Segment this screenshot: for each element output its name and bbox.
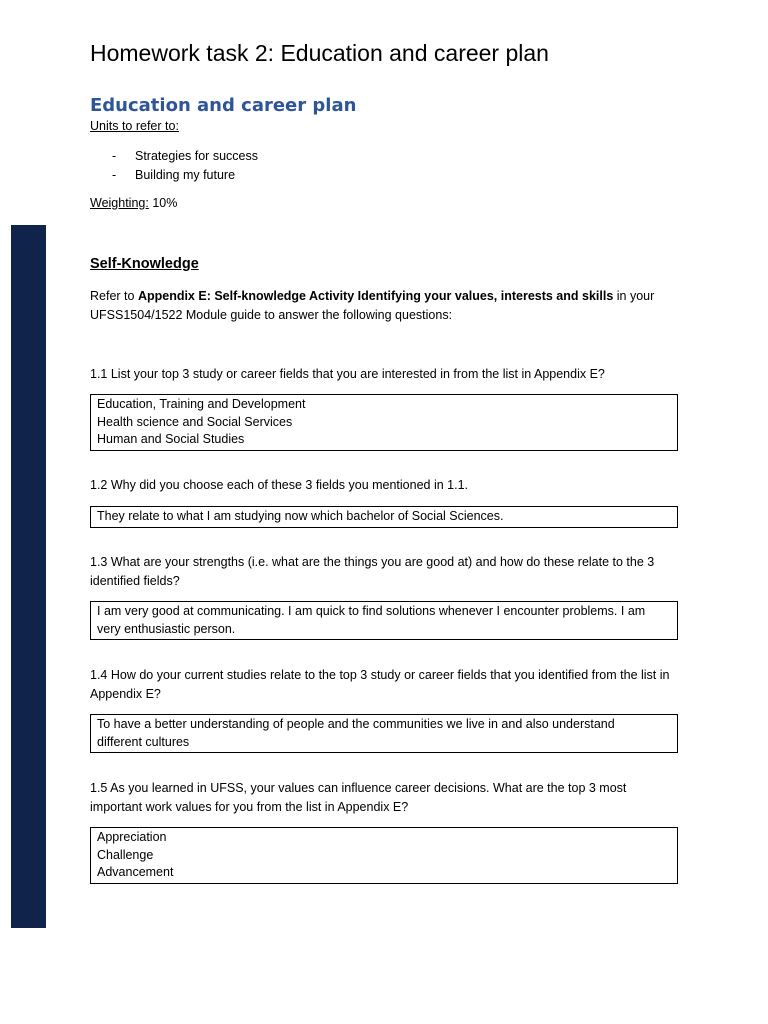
- section-heading: Education and career plan: [90, 95, 357, 116]
- question-1-1: 1.1 List your top 3 study or career fields that you are interested in from the list in Appendix E?: [90, 367, 605, 381]
- list-item: [112, 167, 258, 186]
- list-item: [112, 148, 258, 167]
- answer-line: Advancement: [97, 865, 174, 879]
- sidebar-accent-bar: [11, 225, 46, 928]
- intro-bold-text: Appendix E: Self-knowledge Activity Identifying your values, interests and skills: [137, 289, 614, 303]
- units-label: Units to refer to:: [90, 119, 179, 133]
- answer-line: Human and Social Studies: [97, 432, 245, 446]
- answer-line: To have a better understanding of people and the communities we live in and also understand: [97, 717, 615, 731]
- question-1-4: 1.4 How do your current studies relate to the top 3 study or career fields that you identified from the list in Appendix E?: [90, 668, 670, 701]
- answer-box-1-1[interactable]: [90, 394, 678, 451]
- question-1-5: 1.5 As you learned in UFSS, your values can influence career decisions. What are the top 3 most important work values for you from the list in Appendix E?: [90, 781, 627, 814]
- answer-box-1-4[interactable]: [90, 714, 678, 753]
- answer-line: Appreciation: [97, 830, 167, 844]
- intro-text-end: in your UFSS1504/1522 Module guide to answer the following questions:: [90, 289, 655, 322]
- answer-box-1-3[interactable]: [90, 601, 678, 640]
- answer-box-1-2[interactable]: [90, 506, 678, 528]
- weighting-label: Weighting:: [90, 196, 149, 210]
- answer-line: I am very good at communicating. I am quick to find solutions whenever I encounter problems. I am: [97, 604, 646, 618]
- answer-line: Challenge: [97, 847, 154, 862]
- units-list: [112, 148, 258, 186]
- answer-line: Education, Training and Development: [97, 397, 306, 411]
- weighting-value: 10%: [148, 196, 178, 210]
- answer-box-1-5[interactable]: [90, 827, 678, 884]
- document-title: Homework task 2: Education and career plan: [90, 40, 549, 66]
- intro-text: Refer to: [90, 289, 138, 303]
- answer-line: Health science and Social Services: [97, 414, 293, 429]
- answer-line: They relate to what I am studying now which bachelor of Social Sciences.: [97, 509, 504, 523]
- unit-name: Strategies for success: [135, 149, 258, 163]
- weighting: [90, 196, 177, 210]
- answer-line: different cultures: [97, 734, 190, 749]
- unit-name: Building my future: [135, 168, 236, 182]
- self-knowledge-heading: Self-Knowledge: [90, 256, 199, 272]
- question-1-3: 1.3 What are your strengths (i.e. what are the things you are good at) and how do these relate to the 3 identified fields?: [90, 555, 655, 588]
- intro-paragraph: [90, 287, 670, 325]
- question-1-2: 1.2 Why did you choose each of these 3 fields you mentioned in 1.1.: [90, 478, 469, 492]
- list-dash: -: [112, 168, 117, 182]
- answer-line: very enthusiastic person.: [97, 621, 236, 636]
- list-dash: -: [112, 149, 117, 163]
